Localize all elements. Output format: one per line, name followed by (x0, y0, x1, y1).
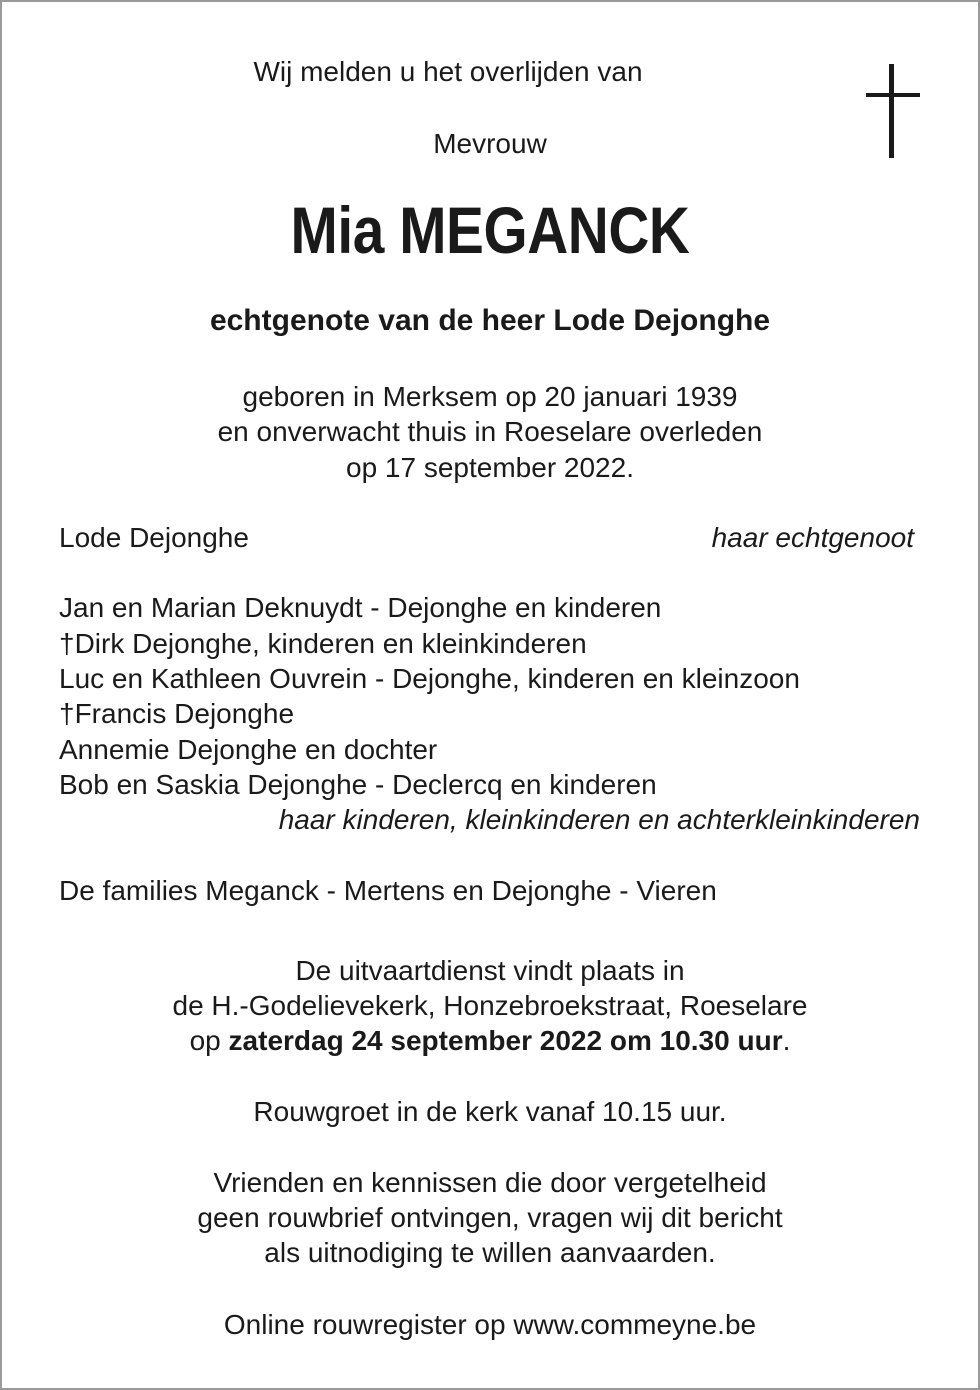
children-line: Annemie Dejonghe en dochter (59, 734, 438, 765)
death-date-line: op 17 september 2022. (346, 452, 634, 483)
invitation-line: Vrienden en kennissen die door vergetelheid (213, 1167, 767, 1198)
children-relation: haar kinderen, kleinkinderen en achterkleinkinderen (278, 804, 920, 835)
invitation-line: geen rouwbrief ontvingen, vragen wij dit bericht (197, 1202, 783, 1233)
children-line: †Dirk Dejonghe, kinderen en kleinkinderen (59, 628, 587, 659)
death-line: en onverwacht thuis in Roeselare overleden (217, 416, 763, 447)
invitation-line: als uitnodiging te willen aanvaarden. (264, 1237, 716, 1268)
intro-text: Wij melden u het overlijden van (253, 56, 643, 87)
children-line: Jan en Marian Deknuydt - Dejonghe en kinderen (59, 592, 662, 623)
online-register: Online rouwregister op www.commeyne.be (223, 1309, 757, 1340)
deceased-name: Mia MEGANCK (290, 193, 690, 267)
spouse-name: Lode Dejonghe (59, 522, 249, 553)
service-line-3 (0, 1023, 980, 1058)
birth-line: geboren in Merksem op 20 januari 1939 (242, 381, 738, 412)
children-line: Luc en Kathleen Ouvrein - Dejonghe, kinderen en kleinzoon (59, 663, 800, 694)
families-line: De families Meganck - Mertens en Dejonghe - Vieren (59, 875, 717, 906)
service-line-2: de H.-Godelievekerk, Honzebroekstraat, Roeselare (172, 990, 808, 1021)
children-line: Bob en Saskia Dejonghe - Declercq en kinderen (59, 769, 657, 800)
service-prefix: op (189, 1025, 229, 1056)
children-line: †Francis Dejonghe (59, 698, 295, 729)
service-line-1: De uitvaartdienst vindt plaats in (295, 955, 685, 986)
service-date-time: zaterdag 24 september 2022 om 10.30 uur (228, 1025, 783, 1056)
title-prefix: Mevrouw (433, 128, 547, 159)
spouse-relation: haar echtgenoot (711, 522, 914, 553)
condolence-line: Rouwgroet in de kerk vanaf 10.15 uur. (253, 1096, 727, 1127)
service-suffix: . (782, 1025, 791, 1056)
spouse-line: echtgenote van de heer Lode Dejonghe (209, 304, 771, 337)
